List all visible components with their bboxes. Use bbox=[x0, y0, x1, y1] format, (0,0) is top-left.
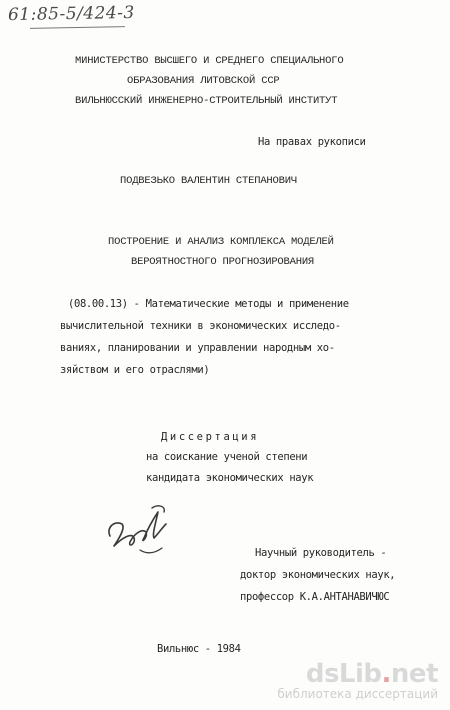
ministry-line-2: ОБРАЗОВАНИЯ ЛИТОВСКОЙ ССР bbox=[127, 75, 280, 87]
specialty-line-3: ваниях, планировании и управлении народным хо- bbox=[60, 342, 335, 354]
author-name: ПОДВЕЗЬКО ВАЛЕНТИН СТЕПАНОВИЧ bbox=[120, 175, 297, 187]
ministry-line-1: МИНИСТЕРСТВО ВЫСШЕГО И СРЕДНЕГО СПЕЦИАЛЬНОГО bbox=[75, 55, 344, 67]
handwritten-signature bbox=[100, 498, 180, 568]
specialty-line-2: вычислительной техники в экономических исследо- bbox=[60, 320, 341, 332]
degree-line-2: кандидата экономических наук bbox=[146, 472, 314, 484]
title-line-1: ПОСТРОЕНИЕ И АНАЛИЗ КОМПЛЕКСА МОДЕЛЕЙ bbox=[108, 236, 334, 248]
archive-stamp: 61:85-5/424-3 bbox=[7, 2, 135, 26]
manuscript-rights: На правах рукописи bbox=[258, 136, 366, 148]
specialty-line-1: (08.00.13) - Математические методы и применение bbox=[68, 298, 349, 310]
title-line-2: ВЕРОЯТНОСТНОГО ПРОГНОЗИРОВАНИЯ bbox=[131, 256, 315, 268]
dslib-logo: dsLib.net bbox=[305, 659, 438, 689]
dissertation-heading: Диссертация bbox=[161, 431, 260, 443]
supervisor-line-3: профессор К.А.АНТАНАВИЧЮС bbox=[240, 591, 390, 603]
specialty-line-4: зяйством и его отраслями) bbox=[60, 364, 210, 376]
institute-line: ВИЛЬНЮССКИЙ ИНЖЕНЕРНО-СТРОИТЕЛЬНЫЙ ИНСТИТУТ bbox=[75, 95, 338, 107]
dslib-watermark bbox=[277, 661, 438, 702]
dslib-caption: библиотека диссертаций bbox=[277, 687, 438, 701]
stamp-underline bbox=[30, 26, 125, 29]
place-and-year: Вильнюс - 1984 bbox=[157, 643, 241, 655]
degree-line-1: на соискание ученой степени bbox=[146, 451, 308, 463]
supervisor-line-2: доктор экономических наук, bbox=[240, 569, 396, 581]
supervisor-line-1: Научный руководитель - bbox=[255, 547, 387, 559]
